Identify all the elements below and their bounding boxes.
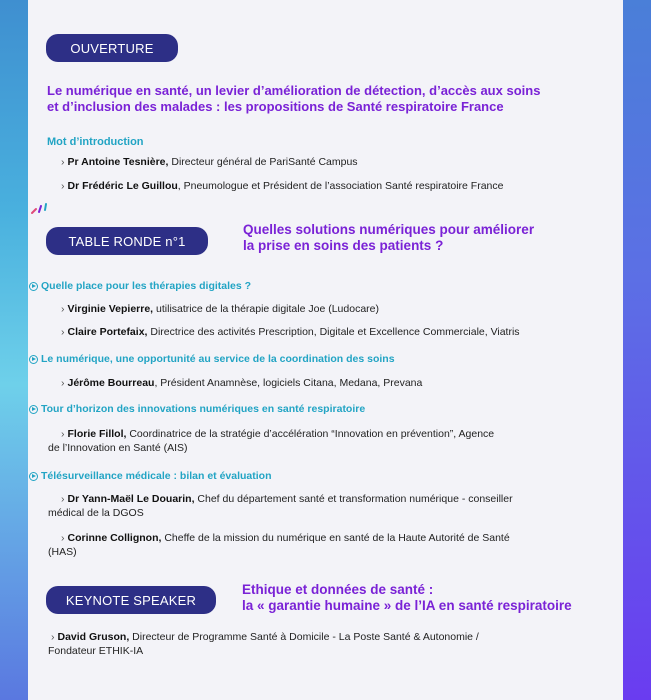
speaker-name: Dr Yann-Maël Le Douarin, bbox=[67, 493, 195, 505]
chevron-right-icon: › bbox=[61, 377, 65, 389]
speaker-name: Claire Portefaix, bbox=[67, 326, 148, 338]
speaker-name: Jérôme Bourreau bbox=[67, 377, 155, 389]
speaker-fillol bbox=[48, 427, 618, 455]
speaker-role: Chef du département santé et transformation numérique - conseiller bbox=[194, 493, 513, 505]
speaker-name: Corinne Collignon, bbox=[67, 532, 162, 544]
topic-title: Tour d’horizon des innovations numériques en santé respiratoire bbox=[41, 403, 366, 415]
speaker-role-continued: médical de la DGOS bbox=[48, 507, 144, 519]
table-ronde-pill bbox=[46, 227, 208, 255]
play-circle-icon bbox=[29, 282, 38, 291]
keynote-pill-label: KEYNOTE SPEAKER bbox=[65, 592, 197, 608]
speaker-role: Directeur de Programme Santé à Domicile - La Poste Santé & Autonomie / bbox=[129, 631, 479, 643]
speaker-role-continued: de l’Innovation en Santé (AIS) bbox=[48, 442, 188, 454]
ouverture-headline-line-2: et d’inclusion des malades : les propositions de Santé respiratoire France bbox=[47, 99, 504, 114]
speaker-collignon bbox=[48, 531, 618, 559]
speaker-role: Directrice des activités Prescription, Digitale et Excellence Commerciale, Viatris bbox=[147, 326, 520, 338]
keynote-pill bbox=[46, 586, 216, 614]
speaker-role: Coordinatrice de la stratégie d’accélération “Innovation en prévention”, Agence bbox=[126, 428, 495, 440]
speaker-name: Florie Fillol, bbox=[67, 428, 127, 440]
topic-telesurveillance bbox=[29, 470, 272, 482]
chevron-right-icon: › bbox=[61, 428, 65, 440]
left-background-strip bbox=[0, 0, 28, 700]
keynote-headline bbox=[242, 582, 622, 614]
speaker-portefaix bbox=[61, 325, 520, 339]
topic-therapies-digitales bbox=[29, 280, 251, 292]
keynote-headline-line-2: la « garantie humaine » de l’IA en santé respiratoire bbox=[242, 598, 572, 613]
program-panel bbox=[28, 0, 623, 700]
speaker-role: Cheffe de la mission du numérique en santé de la Haute Autorité de Santé bbox=[161, 532, 510, 544]
speaker-bourreau bbox=[61, 376, 422, 390]
chevron-right-icon: › bbox=[61, 156, 65, 168]
table-ronde-headline-line-1: Quelles solutions numériques pour améliorer bbox=[243, 222, 535, 237]
play-circle-icon bbox=[29, 472, 38, 481]
keynote-headline-line-1: Ethique et données de santé : bbox=[242, 582, 434, 597]
table-ronde-headline bbox=[243, 222, 613, 254]
decorative-strokes-icon bbox=[30, 201, 52, 215]
intro-label: Mot d’introduction bbox=[47, 136, 144, 148]
speaker-name: Dr Frédéric Le Guillou bbox=[67, 180, 178, 192]
chevron-right-icon: › bbox=[61, 303, 65, 315]
play-circle-icon bbox=[29, 355, 38, 364]
right-background-strip bbox=[623, 0, 651, 700]
speaker-name: Virginie Vepierre, bbox=[67, 303, 154, 315]
table-ronde-headline-line-2: la prise en soins des patients ? bbox=[243, 238, 444, 253]
chevron-right-icon: › bbox=[51, 631, 55, 643]
speaker-vepierre bbox=[61, 302, 379, 316]
ouverture-pill bbox=[46, 34, 178, 62]
chevron-right-icon: › bbox=[61, 532, 65, 544]
speaker-role: , Pneumologue et Président de l’association Santé respiratoire France bbox=[177, 180, 504, 192]
speaker-role: , Président Anamnèse, logiciels Citana, Medana, Prevana bbox=[154, 377, 423, 389]
speaker-le-guillou bbox=[61, 179, 503, 193]
chevron-right-icon: › bbox=[61, 493, 65, 505]
speaker-gruson bbox=[48, 630, 618, 658]
speaker-role-continued: Fondateur ETHIK-IA bbox=[48, 645, 144, 657]
chevron-right-icon: › bbox=[61, 326, 65, 338]
topic-title: Quelle place pour les thérapies digitales ? bbox=[41, 280, 252, 292]
speaker-le-douarin bbox=[48, 492, 618, 520]
speaker-role: Directeur général de PariSanté Campus bbox=[168, 156, 358, 168]
speaker-name: Pr Antoine Tesnière, bbox=[67, 156, 169, 168]
topic-innovations bbox=[29, 403, 365, 415]
ouverture-pill-label: OUVERTURE bbox=[70, 40, 154, 56]
topic-title: Le numérique, une opportunité au service de la coordination des soins bbox=[41, 353, 395, 365]
play-circle-icon bbox=[29, 405, 38, 414]
speaker-role: utilisatrice de la thérapie digitale Joe (Ludocare) bbox=[153, 303, 379, 315]
chevron-right-icon: › bbox=[61, 180, 65, 192]
table-ronde-pill-label: TABLE RONDE n°1 bbox=[68, 233, 186, 249]
topic-title: Télésurveillance médicale : bilan et évaluation bbox=[41, 470, 272, 482]
ouverture-headline-line-1: Le numérique en santé, un levier d’amélioration de détection, d’accès aux soins bbox=[47, 83, 541, 98]
speaker-role-continued: (HAS) bbox=[48, 546, 77, 558]
ouverture-headline bbox=[47, 83, 617, 115]
speaker-name: David Gruson, bbox=[57, 631, 130, 643]
topic-coordination bbox=[29, 353, 395, 365]
speaker-tesniere bbox=[61, 155, 358, 169]
